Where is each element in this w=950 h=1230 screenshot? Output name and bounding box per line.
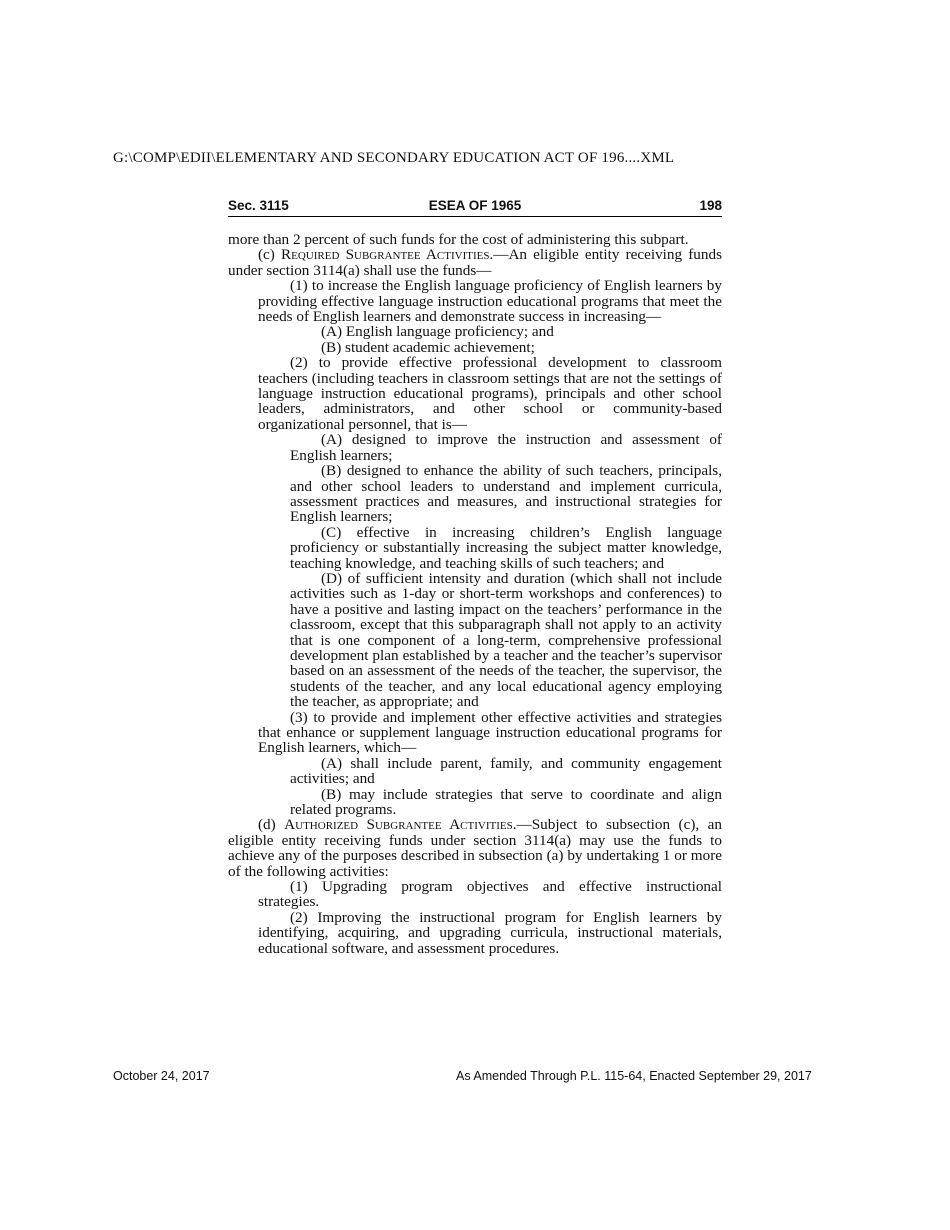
paragraph-d1: (1) Upgrading program objectives and effective instructional strategies.	[258, 878, 722, 911]
paragraph-d2: (2) Improving the instructional program for English learners by identifying, acquiring, and upgrading curricula, instructional materials, educational software, and assessment procedures.	[258, 908, 722, 957]
statute-text	[228, 232, 722, 956]
file-path-header: G:\COMP\EDII\ELEMENTARY AND SECONDARY EDUCATION ACT OF 196....XML	[113, 150, 675, 166]
subparagraph-c2b: (B) designed to enhance the ability of such teachers, principals, and other school leaders to understand and implement curricula, assessment practices and measures, and instructional strategies for English learners;	[290, 462, 722, 526]
subsection-d-prefix: (d)	[258, 816, 285, 834]
subsection-d-text: —Subject to subsection (c), an eligible entity receiving funds under section 3114(a) may use the funds to achieve any of the purposes described in subsection (a) by undertaking 1 or more of the following activities:	[228, 816, 722, 880]
footer-date: October 24, 2017	[113, 1069, 210, 1083]
paragraph-c3: (3) to provide and implement other effective activities and strategies that enhance or supplement language instruction educational programs for English learners, which—	[258, 708, 722, 757]
footer-amended-note: As Amended Through P.L. 115-64, Enacted September 29, 2017	[456, 1069, 812, 1083]
paragraph-c2: (2) to provide effective professional development to classroom teachers (including teachers in classroom settings that are not the settings of language instruction educational programs), principals and other school leaders, administrators, and other school or community-based organizational personnel, that is—	[258, 354, 722, 433]
subsection-c-prefix: (c)	[258, 246, 282, 264]
running-head	[228, 198, 722, 217]
section-number: Sec. 3115	[228, 198, 289, 213]
subparagraph-c3b: (B) may include strategies that serve to coordinate and align related programs.	[290, 785, 722, 819]
subparagraph-c1b: (B) student academic achievement;	[321, 338, 535, 356]
subsection-c	[228, 247, 722, 278]
subparagraph-c2d: (D) of sufficient intensity and duration (which shall not include activities such as 1-day or short-term workshops and conferences) to have a positive and lasting impact on the teachers’ performance in the classroom, except that this subparagraph shall not apply to an activity that is one component of a long-term, comprehensive professional development plan established by a teacher and the teacher’s supervisor based on an assessment of the needs of the teacher, the supervisor, the students of the teacher, and any local educational agency employing the teacher, as appropriate; and	[290, 569, 722, 711]
subsection-c-text: —An eligible entity receiving funds under section 3114(a) shall use the funds—	[228, 246, 722, 279]
subparagraph-c2a: (A) designed to improve the instruction and assessment of English learners;	[290, 431, 722, 464]
document-title: ESEA OF 1965	[428, 198, 522, 213]
paragraph-continuation: more than 2 percent of such funds for the cost of administering this subpart.	[228, 231, 689, 248]
subparagraph-c2c: (C) effective in increasing children’s English language proficiency or substantially increasing the subject matter knowledge, teaching knowledge, and teaching skills of such teachers; and	[290, 523, 722, 572]
subparagraph-c1a: (A) English language proficiency; and	[321, 323, 554, 341]
subsection-d	[228, 817, 722, 879]
subparagraph-c3a: (A) shall include parent, family, and community engagement activities; and	[290, 754, 722, 788]
paragraph-c1: (1) to increase the English language proficiency of English learners by providing effective language instruction educational programs that meet the needs of English learners and demonstrate success in increasing—	[258, 277, 722, 326]
subsection-d-heading: Authorized Subgrantee Activities.	[284, 816, 517, 834]
subsection-c-heading: Required Subgrantee Activities.	[281, 246, 494, 264]
page-number: 198	[699, 198, 722, 213]
